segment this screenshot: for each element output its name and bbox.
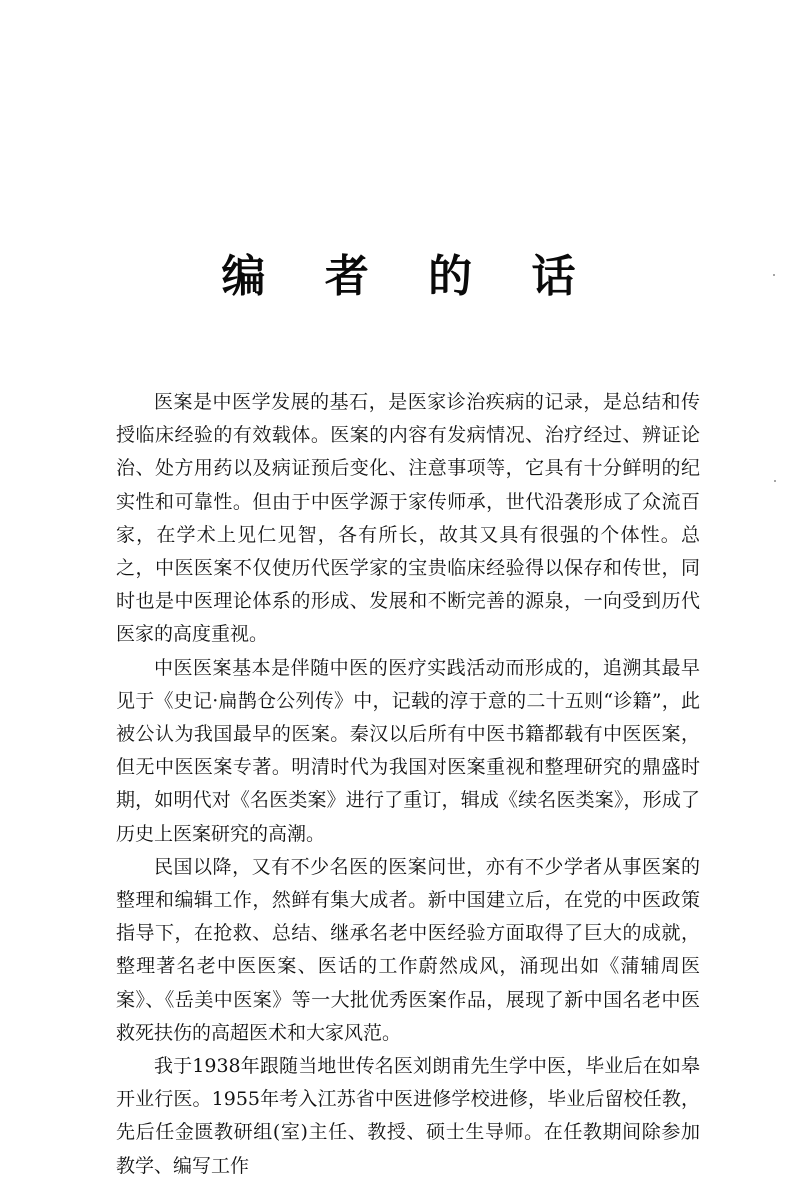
paragraph-1: 医案是中医学发展的基石，是医家诊治疾病的记录，是总结和传授临床经验的有效载体。医案的内容有发病情况、治疗经过、辨证论治、处方用药以及病证预后变化、注意事项等，它具有十分鲜明的纪实性和可靠性。但由于中医学源于家传师承，世代沿袭形成了众流百家，在学术上见仁见智，各有所长，故其又具有很强的个体性。总之，中医医案不仅使历代医学家的宝贵临床经验得以保存和传世，同时也是中医理论体系的形成、发展和不断完善的源泉，一向受到历代医家的高度重视。 [116,391,700,646]
scan-speck [773,274,775,276]
scan-speck [774,480,776,482]
body-text [116,386,700,1183]
paragraph-2: 中医医案基本是伴随中医的医疗实践活动而形成的，追溯其最早见于《史记·扁鹊仓公列传》中，记载的淳于意的二十五则“诊籍”，此被公认为我国最早的医案。秦汉以后所有中医书籍都载有中医医案，但无中医医案专著。明清时代为我国对医案重视和整理研究的鼎盛时期，如明代对《名医类案》进行了重订，辑成《续名医类案》，形成了历史上医案研究的高潮。 [116,656,700,845]
page-title: 编 者 的 话 [221,251,598,302]
paragraph-4: 我于1938年跟随当地世传名医刘朗甫先生学中医，毕业后在如皋开业行医。1955年考入江苏省中医进修学校进修，毕业后留校任教，先后任金匮教研组(室)主任、教授、硕士生导师。在任教期间除参加教学、编写工作 [116,1055,700,1177]
paragraph-3: 民国以降，又有不少名医的医案问世，亦有不少学者从事医案的整理和编辑工作，然鲜有集大成者。新中国建立后，在党的中医政策指导下，在抢救、总结、继承名老中医经验方面取得了巨大的成就，整理著名老中医医案、医话的工作蔚然成风，涌现出如《蒲辅周医案》、《岳美中医案》等一大批优秀医案作品，展现了新中国名老中医救死扶伤的高超医术和大家风范。 [116,855,700,1044]
